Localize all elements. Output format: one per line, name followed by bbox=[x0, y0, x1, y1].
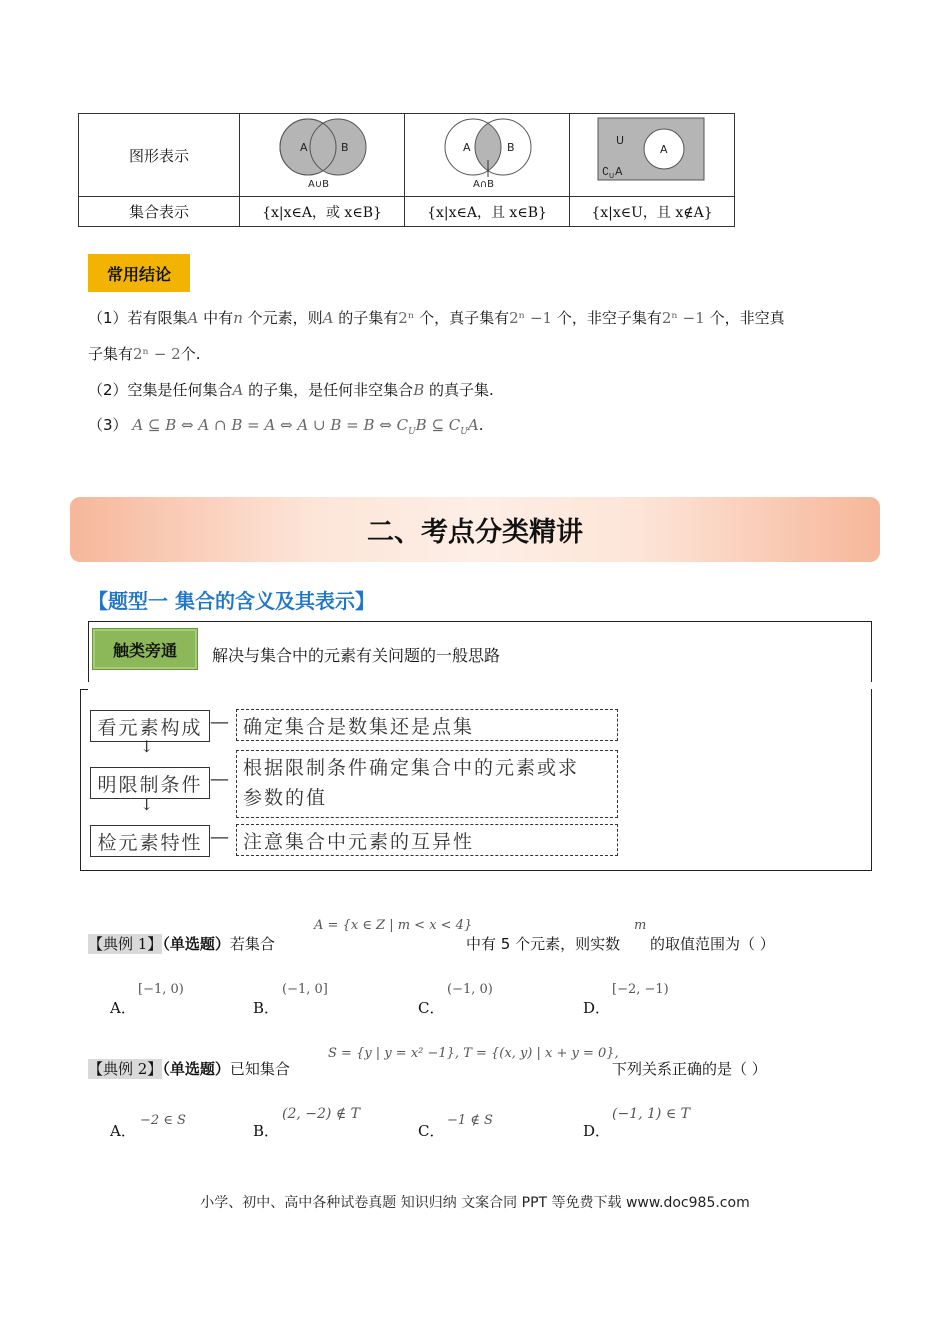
arrow-down-icon: ↓ bbox=[140, 737, 156, 756]
flow-step-2: 明限制条件 bbox=[90, 767, 210, 799]
flow-desc-2: 根据限制条件确定集合中的元素或求 参数的值 bbox=[236, 750, 618, 818]
tip-text: 解决与集合中的元素有关问题的一般思路 bbox=[212, 646, 501, 665]
example-1-stem: 【典例 1】（单选题）若集合 bbox=[88, 935, 275, 953]
svg-text:∁: ∁ bbox=[602, 165, 609, 178]
connector-3: — bbox=[210, 826, 231, 848]
tip-badge: 触类旁通 bbox=[92, 628, 198, 670]
complement-set-notation: {x|x∈U，且 x∉A} bbox=[570, 197, 735, 227]
arrow-down-icon: ↓ bbox=[140, 795, 156, 814]
connector-2: — bbox=[210, 768, 231, 790]
union-set-notation: {x|x∈A，或 x∈B} bbox=[240, 197, 405, 227]
intersection-caption: A∩B bbox=[473, 179, 495, 190]
example-2-option-a[interactable]: A． bbox=[110, 1122, 136, 1140]
example-1-stem-cont: 中有 5 个元素，则实数 bbox=[466, 935, 621, 953]
page-footer[interactable]: 小学、初中、高中各种试卷真题 知识归纳 文案合同 PPT 等免费下载 www.doc985.com bbox=[200, 1195, 750, 1211]
example-1-option-a[interactable]: A． bbox=[110, 999, 136, 1017]
connector-1: — bbox=[210, 711, 231, 733]
example-2-option-c-value: −1 ∉ S bbox=[447, 1113, 493, 1128]
example-1-option-b[interactable]: B． bbox=[253, 999, 280, 1017]
conclusion-2: （2）空集是任何集合A 的子集，是任何非空集合B 的真子集. bbox=[88, 381, 494, 399]
intersection-set-notation: {x|x∈A，且 x∈B} bbox=[405, 197, 570, 227]
union-venn-diagram bbox=[240, 114, 405, 197]
example-1-formula: A = {x ∈ Z | m < x < 4} bbox=[314, 918, 473, 933]
row-head-figure: 图形表示 bbox=[79, 114, 240, 197]
svg-text:B: B bbox=[341, 141, 349, 154]
svg-text:A: A bbox=[660, 143, 668, 156]
example-2-stem: 【典例 2】（单选题）已知集合 bbox=[88, 1060, 290, 1078]
example-1-var: m bbox=[634, 918, 647, 933]
set-operations-table bbox=[78, 113, 735, 227]
section-banner: 二、考点分类精讲 bbox=[70, 497, 880, 562]
svg-text:A: A bbox=[615, 165, 623, 178]
common-conclusions-badge: 常用结论 bbox=[88, 254, 190, 292]
row-head-set: 集合表示 bbox=[79, 197, 240, 227]
example-1-stem-end: 的取值范围为（ ） bbox=[650, 935, 775, 953]
svg-text:U: U bbox=[609, 172, 615, 180]
type-one-title: 【题型一 集合的含义及其表示】 bbox=[88, 589, 375, 613]
conclusion-3: （3） A ⊆ B ⇔ A ∩ B = A ⇔ A ∪ B = B ⇔ $C_UB$ ⊆ $C_UA$. bbox=[88, 416, 484, 437]
example-1-option-b-value: (−1, 0] bbox=[282, 982, 328, 997]
conclusion-1: （1）若有限集A 中有n 个元素，则A 的子集有2ⁿ 个，真子集有2ⁿ −1 个，非空子集有2ⁿ −1 个，非空真 bbox=[88, 309, 785, 327]
flow-step-1: 看元素构成 bbox=[90, 710, 210, 742]
complement-venn-diagram bbox=[570, 114, 735, 197]
example-2-option-d-value: (−1, 1) ∈ T bbox=[612, 1106, 690, 1122]
svg-text:A: A bbox=[300, 141, 308, 154]
example-1-option-c[interactable]: C． bbox=[418, 999, 445, 1017]
example-2-option-b-value: (2, −2) ∉ T bbox=[282, 1106, 360, 1122]
example-2-option-a-value: −2 ∈ S bbox=[140, 1113, 186, 1128]
example-1-option-a-value: [−1, 0) bbox=[138, 982, 184, 997]
conclusion-1-cont: 子集有2ⁿ − 2个. bbox=[88, 345, 201, 363]
example-2-option-b[interactable]: B． bbox=[253, 1122, 280, 1140]
flow-desc-1: 确定集合是数集还是点集 bbox=[236, 709, 618, 741]
intersection-venn-diagram bbox=[405, 114, 570, 197]
example-2-formula: S = {y | y = x² −1}, T = {(x, y) | x + y = 0}, bbox=[328, 1046, 619, 1061]
example-2-stem-end: 下列关系正确的是（ ） bbox=[612, 1060, 767, 1078]
svg-text:A: A bbox=[463, 141, 471, 154]
example-1-option-d[interactable]: D． bbox=[583, 999, 611, 1017]
svg-text:U: U bbox=[616, 134, 625, 147]
flow-step-3: 检元素特性 bbox=[90, 825, 210, 857]
example-1-option-d-value: [−2, −1) bbox=[612, 982, 669, 997]
svg-text:B: B bbox=[507, 141, 515, 154]
union-caption: A∪B bbox=[308, 179, 330, 190]
example-2-option-d[interactable]: D． bbox=[583, 1122, 611, 1140]
example-2-option-c[interactable]: C． bbox=[418, 1122, 445, 1140]
example-1-option-c-value: (−1, 0) bbox=[447, 982, 493, 997]
flow-desc-3: 注意集合中元素的互异性 bbox=[236, 824, 618, 856]
